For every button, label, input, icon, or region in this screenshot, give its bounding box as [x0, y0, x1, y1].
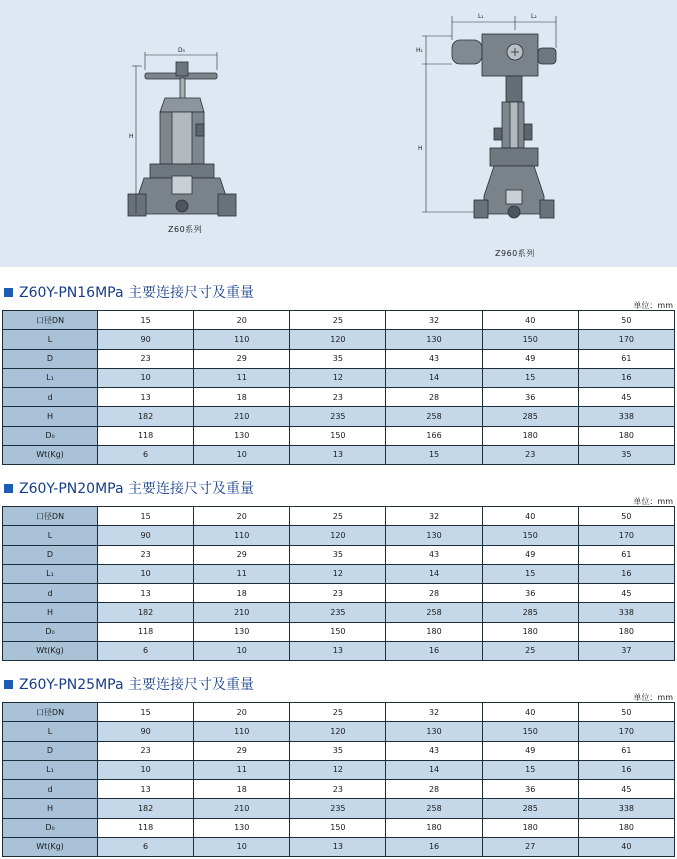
table-cell: 12 [290, 368, 386, 387]
table-row [3, 818, 675, 837]
table-row [3, 760, 675, 779]
table-cell: 23 [482, 445, 578, 464]
table-cell: 210 [194, 407, 290, 426]
z60-valve-drawing [128, 62, 236, 216]
table-cell: 210 [194, 603, 290, 622]
table-cell: 50 [578, 703, 674, 722]
table-cell: 35 [290, 545, 386, 564]
table-cell: 120 [290, 526, 386, 545]
table-cell: 28 [386, 584, 482, 603]
table-cell: 10 [194, 641, 290, 660]
table-cell: 338 [578, 407, 674, 426]
table-cell: 170 [578, 526, 674, 545]
table-cell: 18 [194, 780, 290, 799]
row-label: D [3, 349, 98, 368]
table-cell: 90 [98, 526, 194, 545]
row-label: Wt(Kg) [3, 445, 98, 464]
table-cell: 49 [482, 349, 578, 368]
table-cell: 27 [482, 837, 578, 856]
table-cell: 180 [386, 818, 482, 837]
dim-label-l1: L₁ [478, 13, 484, 20]
dim-label-h1: H₁ [416, 47, 423, 54]
valve-drawings [0, 0, 677, 267]
row-label: d [3, 388, 98, 407]
table-cell: 20 [194, 507, 290, 526]
table-cell: 23 [290, 584, 386, 603]
table-cell: 16 [578, 564, 674, 583]
table-row [3, 799, 675, 818]
table-cell: 110 [194, 722, 290, 741]
drawing-area [0, 0, 677, 267]
table-cell: 36 [482, 388, 578, 407]
table-cell: 29 [194, 741, 290, 760]
table-cell: 15 [482, 564, 578, 583]
row-label: 口径DN [3, 311, 98, 330]
table-row [3, 526, 675, 545]
table-row [3, 311, 675, 330]
spec-section [0, 271, 677, 460]
table-cell: 15 [98, 703, 194, 722]
table-cell: 90 [98, 722, 194, 741]
table-cell: 15 [98, 311, 194, 330]
table-row [3, 837, 675, 856]
table-cell: 25 [482, 641, 578, 660]
row-label: L [3, 722, 98, 741]
table-cell: 10 [98, 564, 194, 583]
table-cell: 180 [482, 426, 578, 445]
table-cell: 118 [98, 818, 194, 837]
table-cell: 16 [578, 760, 674, 779]
table-cell: 338 [578, 799, 674, 818]
table-cell: 50 [578, 311, 674, 330]
table-cell: 49 [482, 545, 578, 564]
table-row [3, 703, 675, 722]
row-label: D₀ [3, 818, 98, 837]
table-cell: 18 [194, 584, 290, 603]
table-cell: 20 [194, 703, 290, 722]
unit-label: 单位：mm [633, 301, 673, 310]
row-label: L [3, 526, 98, 545]
row-label: H [3, 603, 98, 622]
table-cell: 23 [98, 741, 194, 760]
row-label: H [3, 407, 98, 426]
table-row [3, 603, 675, 622]
table-cell: 130 [386, 330, 482, 349]
z960-valve-drawing [452, 34, 556, 218]
table-cell: 182 [98, 603, 194, 622]
section-square-icon [4, 288, 13, 297]
table-cell: 180 [578, 426, 674, 445]
table-cell: 285 [482, 407, 578, 426]
table-cell: 166 [386, 426, 482, 445]
table-cell: 37 [578, 641, 674, 660]
row-label: 口径DN [3, 703, 98, 722]
unit-label: 单位：mm [633, 497, 673, 506]
table-cell: 182 [98, 407, 194, 426]
table-cell: 23 [290, 388, 386, 407]
row-label: D₀ [3, 622, 98, 641]
table-cell: 35 [578, 445, 674, 464]
row-label: 口径DN [3, 507, 98, 526]
dim-label-l2: L₂ [531, 13, 537, 20]
table-cell: 110 [194, 526, 290, 545]
table-cell: 36 [482, 780, 578, 799]
table-cell: 130 [386, 526, 482, 545]
table-row [3, 407, 675, 426]
row-label: L₁ [3, 368, 98, 387]
table-cell: 118 [98, 426, 194, 445]
table-cell: 130 [194, 818, 290, 837]
table-cell: 6 [98, 445, 194, 464]
table-cell: 170 [578, 722, 674, 741]
table-cell: 13 [98, 780, 194, 799]
table-cell: 235 [290, 799, 386, 818]
table-cell: 43 [386, 545, 482, 564]
table-cell: 12 [290, 760, 386, 779]
table-cell: 11 [194, 368, 290, 387]
table-cell: 45 [578, 584, 674, 603]
caption-z60: Z60系列 [168, 225, 203, 234]
table-cell: 130 [386, 722, 482, 741]
table-cell: 40 [482, 703, 578, 722]
table-cell: 35 [290, 349, 386, 368]
table-cell: 20 [194, 311, 290, 330]
table-cell: 25 [290, 507, 386, 526]
table-cell: 15 [482, 760, 578, 779]
table-cell: 130 [194, 426, 290, 445]
row-label: Wt(Kg) [3, 837, 98, 856]
table-cell: 150 [290, 622, 386, 641]
table-row [3, 426, 675, 445]
table-cell: 6 [98, 641, 194, 660]
table-cell: 32 [386, 703, 482, 722]
table-cell: 43 [386, 741, 482, 760]
table-cell: 14 [386, 760, 482, 779]
table-cell: 13 [290, 445, 386, 464]
table-cell: 40 [482, 311, 578, 330]
row-label: D [3, 741, 98, 760]
table-cell: 50 [578, 507, 674, 526]
table-cell: 110 [194, 330, 290, 349]
table-cell: 16 [578, 368, 674, 387]
table-cell: 285 [482, 799, 578, 818]
table-cell: 10 [194, 837, 290, 856]
table-cell: 28 [386, 780, 482, 799]
table-cell: 235 [290, 407, 386, 426]
table-row [3, 507, 675, 526]
row-label: D [3, 545, 98, 564]
row-label: d [3, 584, 98, 603]
table-cell: 258 [386, 799, 482, 818]
table-cell: 16 [386, 837, 482, 856]
table-row [3, 564, 675, 583]
table-cell: 36 [482, 584, 578, 603]
table-cell: 13 [98, 388, 194, 407]
table-cell: 40 [482, 507, 578, 526]
table-cell: 150 [290, 818, 386, 837]
table-cell: 43 [386, 349, 482, 368]
table-row [3, 622, 675, 641]
table-cell: 23 [98, 349, 194, 368]
table-cell: 28 [386, 388, 482, 407]
table-cell: 180 [482, 818, 578, 837]
row-label: L₁ [3, 760, 98, 779]
table-cell: 150 [482, 722, 578, 741]
section-square-icon [4, 484, 13, 493]
table-cell: 210 [194, 799, 290, 818]
caption-z960: Z960系列 [495, 249, 535, 258]
table-cell: 23 [98, 545, 194, 564]
table-cell: 180 [578, 622, 674, 641]
table-cell: 49 [482, 741, 578, 760]
table-cell: 258 [386, 407, 482, 426]
table-cell: 6 [98, 837, 194, 856]
section-title: Z60Y-PN25MPa 主要连接尺寸及重量 [19, 677, 254, 693]
table-cell: 10 [194, 445, 290, 464]
table-cell: 180 [482, 622, 578, 641]
table-row [3, 780, 675, 799]
table-cell: 40 [578, 837, 674, 856]
table-cell: 10 [98, 368, 194, 387]
table-cell: 11 [194, 760, 290, 779]
section-title: Z60Y-PN20MPa 主要连接尺寸及重量 [19, 481, 254, 497]
table-cell: 170 [578, 330, 674, 349]
spec-section [0, 467, 677, 656]
table-row [3, 330, 675, 349]
table-cell: 15 [98, 507, 194, 526]
dim-label-d0: D₀ [178, 47, 186, 54]
row-label: L₁ [3, 564, 98, 583]
section-header [0, 467, 677, 507]
spec-table [2, 506, 675, 661]
table-cell: 285 [482, 603, 578, 622]
table-cell: 120 [290, 722, 386, 741]
table-cell: 25 [290, 703, 386, 722]
table-cell: 61 [578, 545, 674, 564]
table-cell: 32 [386, 507, 482, 526]
table-cell: 35 [290, 741, 386, 760]
spec-table [2, 310, 675, 465]
table-row [3, 388, 675, 407]
table-row [3, 741, 675, 760]
table-cell: 32 [386, 311, 482, 330]
table-cell: 29 [194, 545, 290, 564]
row-label: Wt(Kg) [3, 641, 98, 660]
table-cell: 23 [290, 780, 386, 799]
table-cell: 45 [578, 780, 674, 799]
section-header [0, 663, 677, 703]
section-header [0, 271, 677, 311]
table-cell: 130 [194, 622, 290, 641]
table-cell: 61 [578, 349, 674, 368]
row-label: H [3, 799, 98, 818]
table-row [3, 641, 675, 660]
table-cell: 12 [290, 564, 386, 583]
table-cell: 338 [578, 603, 674, 622]
unit-label: 单位：mm [633, 693, 673, 702]
dim-label-h-right: H [418, 145, 423, 152]
table-row [3, 349, 675, 368]
table-row [3, 545, 675, 564]
table-row [3, 368, 675, 387]
table-cell: 14 [386, 564, 482, 583]
table-cell: 13 [290, 837, 386, 856]
table-cell: 15 [482, 368, 578, 387]
table-cell: 18 [194, 388, 290, 407]
table-cell: 150 [482, 526, 578, 545]
row-label: D₀ [3, 426, 98, 445]
table-cell: 15 [386, 445, 482, 464]
table-cell: 180 [578, 818, 674, 837]
table-cell: 182 [98, 799, 194, 818]
table-cell: 120 [290, 330, 386, 349]
table-cell: 180 [386, 622, 482, 641]
table-cell: 61 [578, 741, 674, 760]
row-label: L [3, 330, 98, 349]
table-cell: 258 [386, 603, 482, 622]
table-cell: 118 [98, 622, 194, 641]
section-title: Z60Y-PN16MPa 主要连接尺寸及重量 [19, 285, 254, 301]
table-cell: 11 [194, 564, 290, 583]
table-row [3, 445, 675, 464]
table-cell: 14 [386, 368, 482, 387]
row-label: d [3, 780, 98, 799]
spec-table [2, 702, 675, 857]
table-cell: 150 [482, 330, 578, 349]
table-cell: 16 [386, 641, 482, 660]
table-cell: 25 [290, 311, 386, 330]
table-cell: 150 [290, 426, 386, 445]
section-square-icon [4, 680, 13, 689]
dim-label-h-left: H [129, 133, 134, 140]
table-row [3, 722, 675, 741]
table-cell: 235 [290, 603, 386, 622]
spec-section [0, 663, 677, 852]
table-cell: 13 [98, 584, 194, 603]
table-cell: 45 [578, 388, 674, 407]
table-row [3, 584, 675, 603]
table-cell: 13 [290, 641, 386, 660]
table-cell: 90 [98, 330, 194, 349]
table-cell: 29 [194, 349, 290, 368]
table-cell: 10 [98, 760, 194, 779]
